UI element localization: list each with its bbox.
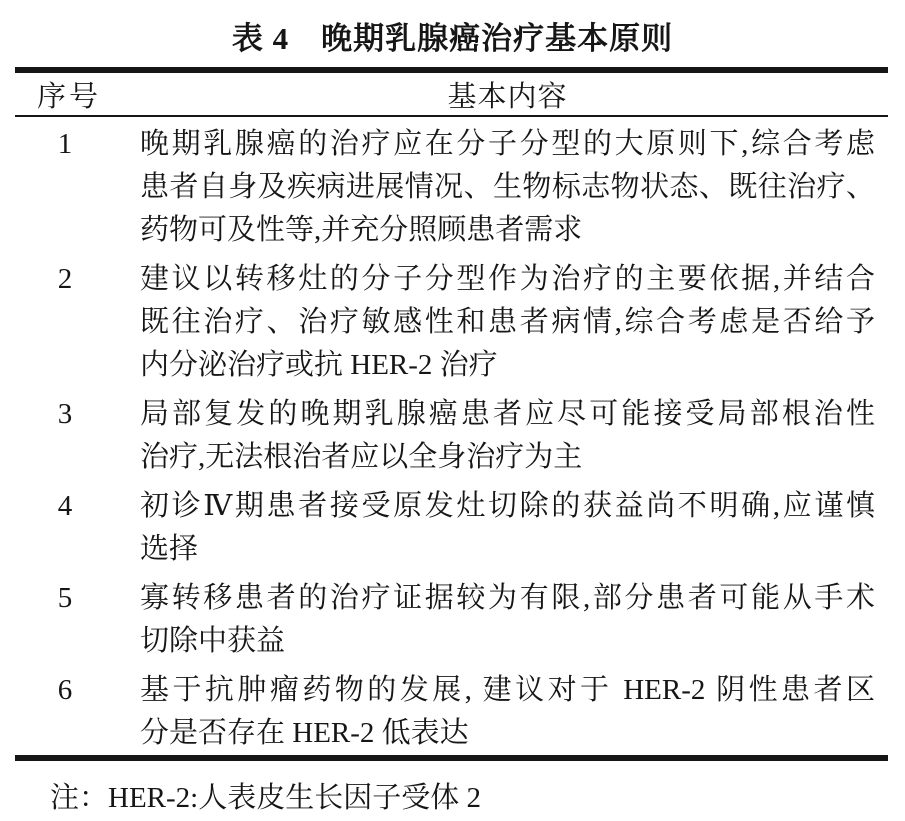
row-content-line: 寡转移患者的治疗证据较为有限,部分患者可能从手术 [140, 582, 875, 614]
table-header-row [15, 73, 888, 115]
table-row [15, 258, 888, 387]
row-number: 2 [57, 263, 73, 295]
row-content-line: 患者自身及疾病进展情况、生物标志物状态、既往治疗、 [140, 171, 875, 203]
row-content [115, 669, 888, 755]
row-content-line: 药物可及性等,并充分照顾患者需求 [140, 214, 583, 246]
table [15, 67, 888, 761]
table-row [15, 123, 888, 252]
row-number: 6 [57, 674, 73, 706]
row-content [115, 485, 888, 571]
row-content [115, 258, 888, 387]
row-content-line: 初诊Ⅳ期患者接受原发灶切除的获益尚不明确,应谨慎 [140, 490, 875, 522]
row-content [115, 577, 888, 663]
row-content-line: 分是否存在 HER-2 低表达 [140, 717, 469, 749]
row-content [115, 123, 888, 252]
table-note: 注：HER-2:人表皮生长因子受体 2 [50, 782, 481, 814]
row-number: 3 [57, 398, 73, 430]
row-number: 5 [57, 582, 73, 614]
row-content [115, 393, 888, 479]
row-content-line: 晚期乳腺癌的治疗应在分子分型的大原则下,综合考虑 [140, 128, 875, 160]
table-body [15, 117, 888, 755]
column-header-content: 基本内容 [447, 80, 568, 113]
row-number: 4 [57, 490, 73, 522]
row-content-line: 内分泌治疗或抗 HER-2 治疗 [140, 349, 498, 381]
table-title: 表 4 晚期乳腺癌治疗基本原则 [231, 21, 674, 56]
table-row [15, 577, 888, 663]
row-content-line: 切除中获益 [140, 625, 286, 657]
bottom-rule [15, 755, 888, 761]
row-content-line: 基于抗肿瘤药物的发展, 建议对于 HER-2 阴性患者区 [140, 674, 875, 706]
row-number: 1 [57, 128, 73, 160]
table-row [15, 485, 888, 571]
table-row [15, 393, 888, 479]
row-content-line: 既往治疗、治疗敏感性和患者病情,综合考虑是否给予 [140, 306, 875, 338]
table-row [15, 669, 888, 755]
row-content-line: 选择 [140, 533, 199, 565]
row-content-line: 局部复发的晚期乳腺癌患者应尽可能接受局部根治性 [140, 398, 875, 430]
row-content-line: 治疗,无法根治者应以全身治疗为主 [140, 441, 583, 473]
column-header-index: 序号 [36, 80, 101, 113]
row-content-line: 建议以转移灶的分子分型作为治疗的主要依据,并结合 [140, 263, 875, 295]
